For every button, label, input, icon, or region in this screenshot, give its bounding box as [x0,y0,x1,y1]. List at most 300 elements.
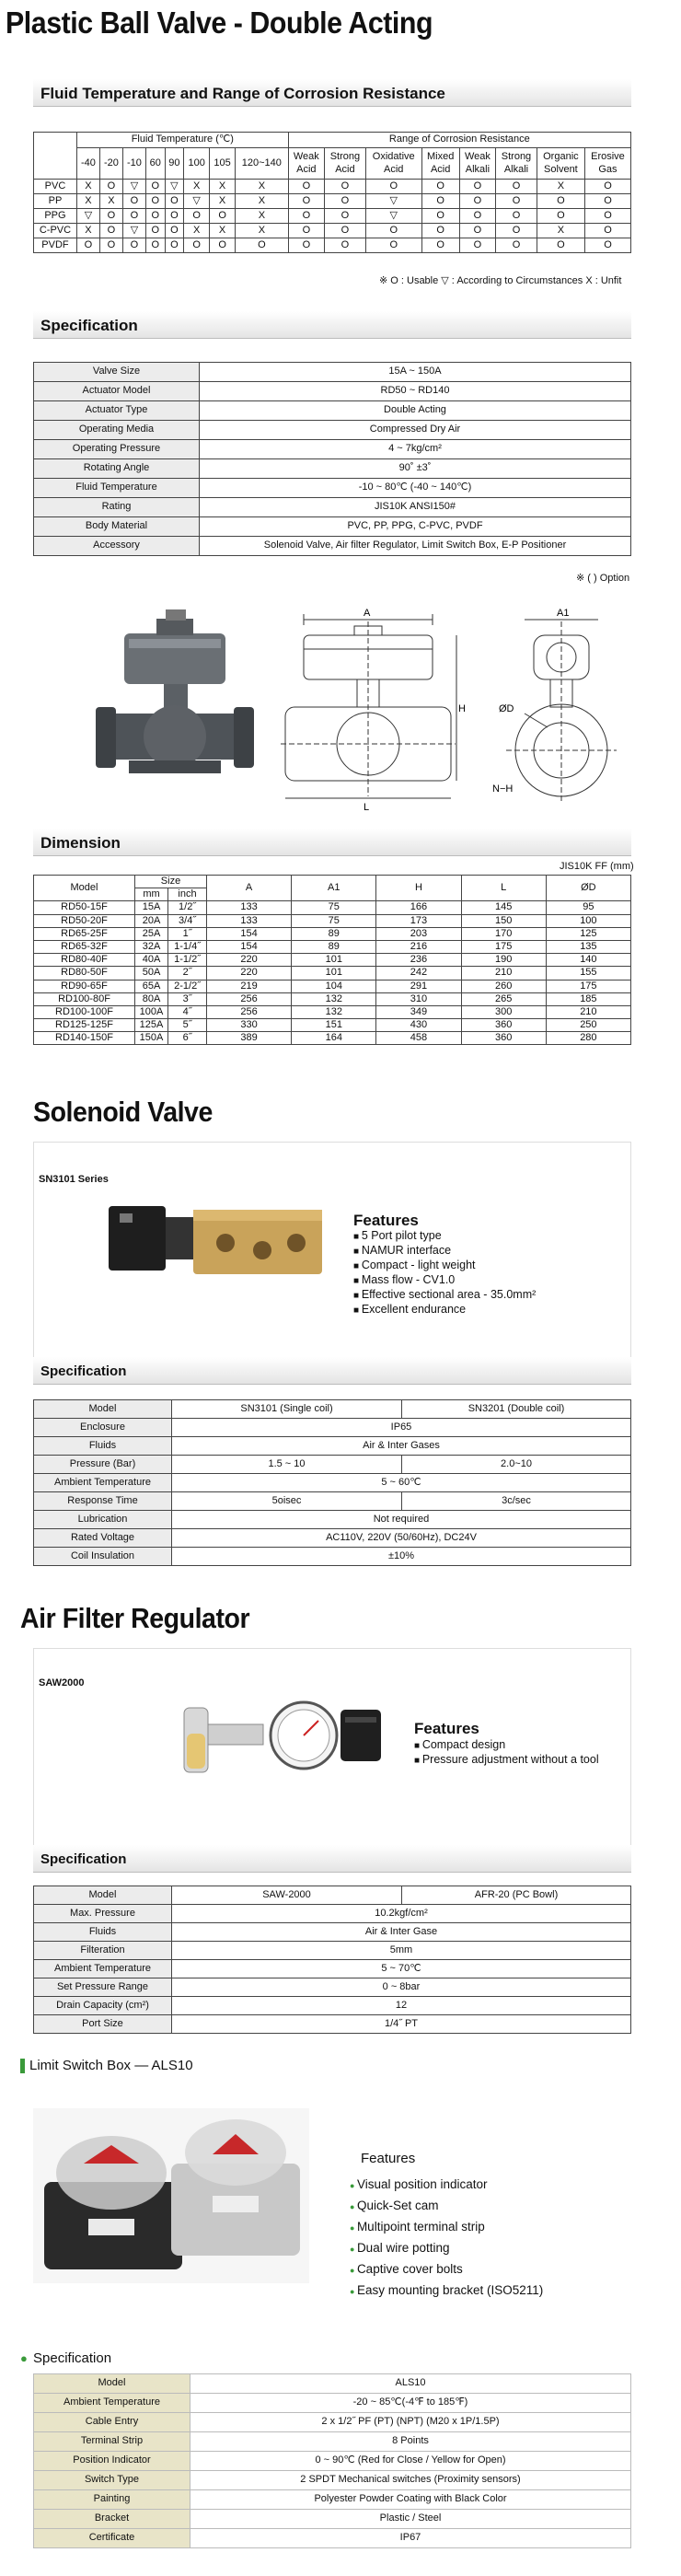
dimension-cell: 3˝ [168,992,207,1005]
corrosion-header-line2: Alkali [465,163,491,175]
ls-heading-bar [20,2059,25,2073]
spec-label: Max. Pressure [34,1905,172,1923]
corrosion-cell: O [584,194,630,209]
corrosion-cell: O [421,180,459,194]
dimension-cell: 154 [207,927,292,940]
corrosion-header-line1: Strong [501,151,532,163]
corrosion-header [584,148,630,180]
spec-value-b: SN3201 (Double coil) [402,1400,631,1419]
dimension-cell: 280 [546,1032,630,1045]
dimension-cell: 4˝ [168,1005,207,1018]
feature-item: ■ Excellent endurance [353,1303,536,1317]
limit-switch-box-photo [33,2108,309,2283]
temp-cell: O [145,224,165,238]
corrosion-header-line2: Alkali [503,163,529,175]
dimension-cell: 1˝ [168,927,207,940]
corrosion-header-line2: Solvent [544,163,578,175]
temp-cell: X [184,224,210,238]
fluid-row [34,180,631,194]
corrosion-cell: O [459,224,495,238]
dimension-unit-note: JIS10K FF (mm) [560,861,634,872]
dimension-cell: 75 [292,914,376,927]
dimension-cell: RD125-125F [34,1019,135,1032]
dimension-cell: RD100-100F [34,1005,135,1018]
valve-side-drawing [488,603,635,815]
spec-label: Fluid Temperature [34,479,200,498]
ls-spec-table [33,2373,631,2548]
temp-cell: X [236,194,289,209]
temp-header: 90 [165,148,184,180]
corrosion-cell: ▽ [365,209,421,224]
spec-row [34,421,631,440]
spec-value-a: 5oisec [172,1492,402,1511]
spec-label: Certificate [34,2529,190,2548]
dimension-cell: 155 [546,967,630,980]
temp-cell: X [236,180,289,194]
temp-cell: O [236,238,289,253]
feature-item: ■ Mass flow - CV1.0 [353,1273,536,1288]
temp-cell: O [184,209,210,224]
spec-label: Model [34,1886,172,1905]
corrosion-cell: O [288,238,324,253]
corrosion-header-line1: Weak [293,151,319,163]
dimension-row [34,954,631,967]
spec-value-a: 1.5 ~ 10 [172,1456,402,1474]
dimension-cell: 1/2˝ [168,901,207,914]
spec-value: Plastic / Steel [190,2510,631,2529]
dimension-cell: 2˝ [168,967,207,980]
spec-value: 5 ~ 60℃ [172,1474,631,1492]
corrosion-cell: O [325,180,366,194]
spec-value: Air & Inter Gases [172,1437,631,1456]
feature-item: ■ Effective sectional area - 35.0mm² [353,1288,536,1303]
dimension-cell: 132 [292,1005,376,1018]
temp-cell: O [99,209,122,224]
spec-row [34,1419,631,1437]
spec-row [34,2374,631,2394]
temp-cell: O [184,238,210,253]
dimension-cell: 104 [292,980,376,992]
dimension-table [33,875,631,1045]
temp-cell: O [165,238,184,253]
spec-value: 0 ~ 8bar [172,1978,631,1997]
option-note: ※ ( ) Option [576,573,630,584]
spec-table [33,362,631,556]
dimension-cell: 133 [207,901,292,914]
feature-item: ■ 5 Port pilot type [353,1229,536,1244]
spec-row [34,2452,631,2471]
temp-cell: X [184,180,210,194]
fluid-row [34,224,631,238]
temp-header: 100 [184,148,210,180]
air-filter-regulator-photo [156,1689,396,1800]
corrosion-header-line1: Mixed [427,151,455,163]
dimension-cell: 2-1/2˝ [168,980,207,992]
dimension-cell: 65A [135,980,168,992]
spec-value: IP65 [172,1419,631,1437]
afr-spec-heading: Specification [40,1851,127,1867]
material-cell: PVDF [34,238,77,253]
dimension-cell: 166 [376,901,461,914]
material-cell: C-PVC [34,224,77,238]
dimension-cell: 40A [135,954,168,967]
spec-row [34,1548,631,1566]
corrosion-header-line1: Erosive [591,151,625,163]
fluid-table [33,132,631,253]
ls-spec-dot: ● [20,2351,28,2365]
spec-row [34,1997,631,2015]
corrosion-cell: X [537,180,584,194]
corrosion-header-line1: Strong [329,151,361,163]
corrosion-cell: O [421,224,459,238]
corrosion-cell: O [325,238,366,253]
feature-item: ■ Compact - light weight [353,1259,536,1273]
corrosion-header [496,148,537,180]
dim-header-h: H [376,876,461,901]
corrosion-cell: O [365,238,421,253]
dimension-cell: 185 [546,992,630,1005]
dimension-cell: 25A [135,927,168,940]
dimension-cell: 360 [461,1032,546,1045]
corrosion-cell: O [325,224,366,238]
spec-label: Switch Type [34,2471,190,2490]
dim-header-l: L [461,876,546,901]
solenoid-valve-photo [101,1197,331,1298]
spec-label: Ambient Temperature [34,1960,172,1978]
dimension-section-header [33,829,631,856]
spec-label: Model [34,1400,172,1419]
fluid-row [34,209,631,224]
feature-item: ● Easy mounting bracket (ISO5211) [350,2280,543,2302]
spec-row [34,1529,631,1548]
spec-label: Operating Media [34,421,200,440]
spec-label: Painting [34,2490,190,2510]
solenoid-title: Solenoid Valve [33,1096,213,1128]
feature-item: ■ NAMUR interface [353,1244,536,1259]
feature-item: ● Captive cover bolts [350,2259,543,2280]
corrosion-cell: O [584,180,630,194]
material-cell: PVC [34,180,77,194]
temp-cell: O [99,238,122,253]
corrosion-cell: O [496,194,537,209]
dimension-cell: 151 [292,1019,376,1032]
afr-spec-header [33,1845,631,1873]
spec-row [34,1923,631,1942]
dimension-cell: RD65-32F [34,940,135,953]
solenoid-features [353,1229,536,1317]
temp-cell: O [145,180,165,194]
dimension-cell: 170 [461,927,546,940]
spec-row [34,382,631,401]
spec-row [34,2413,631,2432]
spec-value: 10.2kgf/cm² [172,1905,631,1923]
spec-label: Coil Insulation [34,1548,172,1566]
dimension-cell: 389 [207,1032,292,1045]
dimension-cell: 220 [207,967,292,980]
corrosion-cell: O [584,209,630,224]
spec-row [34,2471,631,2490]
afr-series: SAW2000 [39,1677,85,1688]
corrosion-cell: O [496,180,537,194]
spec-row [34,1456,631,1474]
dimension-cell: 164 [292,1032,376,1045]
spec-row [34,2490,631,2510]
spec-value: 1/4˝ PT [172,2015,631,2034]
dimension-row [34,992,631,1005]
corrosion-cell: O [537,209,584,224]
spec-label: Rating [34,498,200,517]
corrosion-cell: O [325,194,366,209]
spec-row [34,517,631,537]
corrosion-cell: O [584,224,630,238]
dimension-cell: 100A [135,1005,168,1018]
temp-cell: X [210,180,236,194]
ls-features [350,2175,543,2302]
spec-label: Enclosure [34,1419,172,1437]
fluid-heading: Fluid Temperature and Range of Corrosion Resistance [40,85,445,102]
dimension-cell: 125A [135,1019,168,1032]
spec-value: RD50 ~ RD140 [200,382,631,401]
dimension-cell: 190 [461,954,546,967]
dimension-cell: 360 [461,1019,546,1032]
dimension-cell: 6˝ [168,1032,207,1045]
dimension-cell: RD100-80F [34,992,135,1005]
spec-value: Air & Inter Gase [172,1923,631,1942]
corrosion-header-line1: Weak [464,151,491,163]
corrosion-cell: O [421,194,459,209]
material-cell: PPG [34,209,77,224]
dimension-cell: 5˝ [168,1019,207,1032]
spec-row [34,1474,631,1492]
dimension-cell: 154 [207,940,292,953]
corrosion-header-line2: Gas [598,163,618,175]
afr-spec-table [33,1886,631,2034]
corrosion-cell: O [325,209,366,224]
dimension-cell: 203 [376,927,461,940]
spec-label: Fluids [34,1923,172,1942]
ball-valve-photo [92,598,258,806]
temp-header: -10 [122,148,145,180]
temp-cell: O [165,194,184,209]
spec-label: Bracket [34,2510,190,2529]
spec-label: Lubrication [34,1511,172,1529]
spec-row [34,459,631,479]
corrosion-header-line2: Acid [296,163,317,175]
corrosion-header-line2: Acid [335,163,355,175]
spec-label: Model [34,2374,190,2394]
spec-row [34,363,631,382]
feature-item: ● Multipoint terminal strip [350,2217,543,2238]
spec-value: 8 Points [190,2432,631,2452]
dimension-row [34,1032,631,1045]
valve-front-drawing [276,603,469,815]
feature-item: ● Visual position indicator [350,2175,543,2196]
spec-label: Rated Voltage [34,1529,172,1548]
temp-cell: X [236,224,289,238]
temp-header: 120~140 [236,148,289,180]
temp-cell: O [122,209,145,224]
spec-label: Ambient Temperature [34,1474,172,1492]
spec-label: Ambient Temperature [34,2394,190,2413]
dimension-cell: 430 [376,1019,461,1032]
ls-features-title: Features [361,2151,416,2166]
corrosion-cell: O [537,238,584,253]
corrosion-header [365,148,421,180]
spec-label: Pressure (Bar) [34,1456,172,1474]
spec-label: Body Material [34,517,200,537]
spec-value: Not required [172,1511,631,1529]
corrosion-cell: O [496,224,537,238]
dimension-cell: 15A [135,901,168,914]
corrosion-cell: O [584,238,630,253]
spec-value: JIS10K ANSI150# [200,498,631,517]
spec-label: Filteration [34,1942,172,1960]
dim-a-label: A [364,608,371,619]
spec-row [34,1400,631,1419]
spec-value: Compressed Dry Air [200,421,631,440]
temp-cell: X [76,180,99,194]
dim-l-label: L [364,802,370,813]
temp-cell: O [99,180,122,194]
spec-value: 0 ~ 90℃ (Red for Close / Yellow for Open) [190,2452,631,2471]
corrosion-header [421,148,459,180]
spec-row [34,1492,631,1511]
afr-features [414,1738,617,1768]
spec-value: 5mm [172,1942,631,1960]
spec-value: AC110V, 220V (50/60Hz), DC24V [172,1529,631,1548]
temp-cell: O [145,209,165,224]
corrosion-cell: O [365,224,421,238]
dimension-cell: 101 [292,967,376,980]
spec-value: 12 [172,1997,631,2015]
fluid-section-header [33,79,631,107]
temp-cell: O [145,238,165,253]
dimension-cell: RD50-15F [34,901,135,914]
spec-row [34,2394,631,2413]
temp-header: 105 [210,148,236,180]
dim-header-d: ØD [546,876,630,901]
dimension-cell: 50A [135,967,168,980]
dimension-cell: 265 [461,992,546,1005]
dimension-cell: 210 [546,1005,630,1018]
temp-cell: X [236,209,289,224]
spec-row [34,2529,631,2548]
dim-a1-label: A1 [557,608,570,619]
spec-label: Drain Capacity (cm²) [34,1997,172,2015]
dimension-cell: 1-1/4˝ [168,940,207,953]
dim-header-mm: mm [135,888,168,901]
spec-label: Actuator Type [34,401,200,421]
spec-value: 15A ~ 150A [200,363,631,382]
spec-row [34,1886,631,1905]
dim-header-inch: inch [168,888,207,901]
corrosion-cell: O [496,238,537,253]
temp-header: 60 [145,148,165,180]
afr-features-title: Features [414,1720,479,1737]
dimension-cell: 3/4˝ [168,914,207,927]
feature-item: ● Dual wire potting [350,2238,543,2259]
corrosion-cell: O [288,180,324,194]
spec-label: Position Indicator [34,2452,190,2471]
dimension-cell: 175 [546,980,630,992]
dimension-cell: 133 [207,914,292,927]
dim-header-size: Size [135,876,207,888]
spec-value-b: AFR-20 (PC Bowl) [402,1886,631,1905]
fluid-legend: ※ O : Usable ▽ : According to Circumstances X : Unfit [379,275,622,286]
temp-cell: O [210,209,236,224]
dimension-row [34,1019,631,1032]
dimension-row [34,940,631,953]
spec-label: Set Pressure Range [34,1978,172,1997]
dimension-cell: 89 [292,940,376,953]
dimension-cell: 210 [461,967,546,980]
spec-value: Polyester Powder Coating with Black Color [190,2490,631,2510]
solenoid-spec-table [33,1399,631,1566]
dimension-row [34,1005,631,1018]
dimension-row [34,901,631,914]
spec-section-header [33,311,631,339]
spec-label: Port Size [34,2015,172,2034]
spec-row [34,1960,631,1978]
spec-value: -10 ~ 80℃ (-40 ~ 140℃) [200,479,631,498]
dimension-cell: 20A [135,914,168,927]
solenoid-features-title: Features [353,1212,419,1229]
dimension-cell: 330 [207,1019,292,1032]
dimension-cell: 216 [376,940,461,953]
temp-cell: X [210,224,236,238]
material-cell: PP [34,194,77,209]
temp-cell: ▽ [122,180,145,194]
corrosion-cell: O [459,180,495,194]
spec-row [34,1978,631,1997]
dimension-cell: RD80-50F [34,967,135,980]
dimension-cell: 458 [376,1032,461,1045]
spec-row [34,2510,631,2529]
spec-row [34,2015,631,2034]
corrosion-cell: O [365,180,421,194]
corrosion-header [288,148,324,180]
spec-label: Accessory [34,537,200,556]
corrosion-cell: O [459,209,495,224]
dim-h-label: H [458,703,466,714]
spec-row [34,498,631,517]
dimension-row [34,980,631,992]
temp-cell: X [76,224,99,238]
spec-row [34,1437,631,1456]
solenoid-spec-header [33,1357,631,1385]
spec-value: 90˚ ±3˚ [200,459,631,479]
spec-label: Rotating Angle [34,459,200,479]
dim-d-label: ØD [499,703,514,714]
spec-value: 4 ~ 7kg/cm² [200,440,631,459]
feature-item: ■ Pressure adjustment without a tool [414,1753,617,1768]
dimension-cell: 125 [546,927,630,940]
temp-cell: O [99,224,122,238]
spec-row [34,537,631,556]
corrosion-cell: O [288,209,324,224]
dimension-cell: 175 [461,940,546,953]
spec-value-a: SAW-2000 [172,1886,402,1905]
fluid-row [34,238,631,253]
corrosion-header-line2: Acid [384,163,404,175]
corrosion-cell: O [288,194,324,209]
dimension-cell: RD90-65F [34,980,135,992]
spec-value: IP67 [190,2529,631,2548]
spec-value-b: 3c/sec [402,1492,631,1511]
dimension-cell: 256 [207,992,292,1005]
spec-value: ±10% [172,1548,631,1566]
dimension-cell: 173 [376,914,461,927]
